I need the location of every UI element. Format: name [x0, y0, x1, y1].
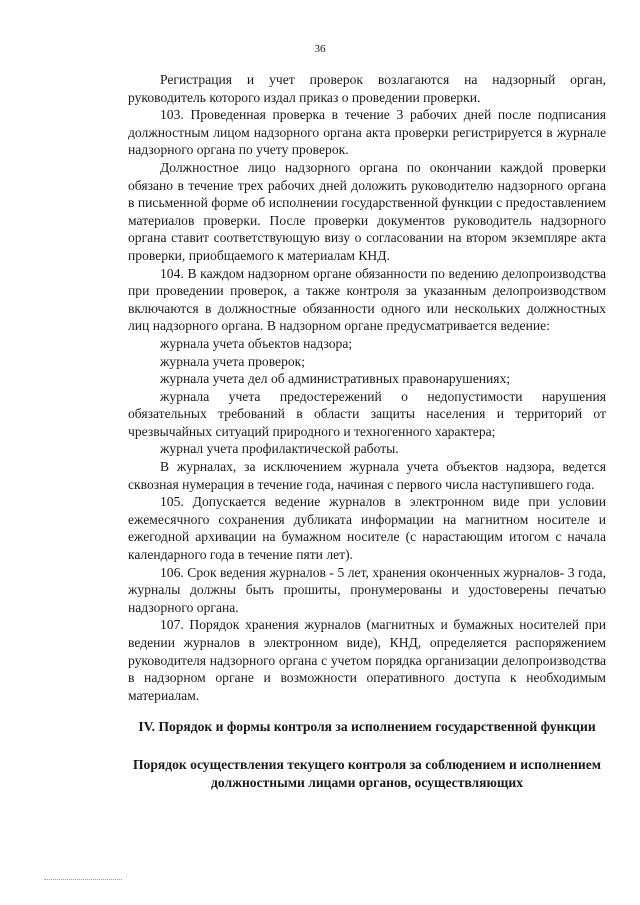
paragraph-registration: Регистрация и учет проверок возлагаются на надзорный орган, руководитель которого издал приказ о проведении проверки. — [128, 72, 606, 105]
page-number: 36 — [314, 43, 326, 55]
list-item-journal-objects: журнала учета объектов надзора; — [160, 335, 353, 351]
section-heading: IV. Порядок и формы контроля за исполнением государственной функции — [138, 719, 596, 735]
paragraph-104: 104. В каждом надзорном органе обязанности по ведению делопроизводства при проведении проверок, а также контроля за указанным делопроизводством включаются в должностные обязанности одного или нескольких должностных лиц надзорного органа. В надзорном органе предусматривается ведение: — [128, 265, 606, 334]
paragraph-106: 106. Срок ведения журналов - 5 лет, хранения оконченных журналов- 3 года, журналы должны быть прошиты, пронумерованы и удостоверены печатью надзорного органа. — [128, 564, 606, 615]
list-item-journal-inspections: журнала учета проверок; — [160, 353, 306, 369]
list-item-journal-violations: журнала учета дел об административных правонарушениях; — [160, 371, 511, 387]
scan-footer-mark — [44, 879, 122, 881]
paragraph-official-report: Должностное лицо надзорного органа по окончании каждой проверки обязано в течение трех рабочих дней доложить руководителю надзорного органа в письменной форме об исполнении государственной функции с предоставлением материалов проверки. После проверки документов руководитель надзорного органа ставит соответствующую визу о согласовании на втором экземпляре акта проверки, приобщаемого к материалам КНД. — [128, 159, 606, 263]
paragraph-105: 105. Допускается ведение журналов в электронном виде при условии ежемесячного сохранения дубликата информации на магнитном носителе и ежегодной архивации на бумажном носителе (с нарастающим итогом с начала календарного года в течение пяти лет). — [128, 494, 606, 563]
paragraph-numbering: В журналах, за исключением журнала учета объектов надзора, ведется сквозная нумерация в течение года, начиная с первого числа наступившего года. — [128, 459, 606, 492]
subsection-heading: Порядок осуществления текущего контроля за соблюдением и исполнением должностными лицами органов, осуществляющих — [132, 756, 602, 790]
document-body — [128, 71, 606, 791]
paragraph-107: 107. Порядок хранения журналов (магнитных и бумажных носителей при ведении журналов в электронном виде), КНД, определяется распоряжением руководителя надзорного органа с учетом порядка организации делопроизводства в надзорном органе и возможности оперативного доступа к необходимым материалам. — [128, 617, 606, 703]
list-item-journal-warnings: журнала учета предостережений о недопустимости нарушения обязательных требований в области защиты населения и территорий от чрезвычайных ситуаций природного и техногенного характера; — [128, 388, 606, 439]
list-item-journal-prevention: журнал учета профилактической работы. — [160, 441, 399, 457]
paragraph-103: 103. Проведенная проверка в течение 3 рабочих дней после подписания должностным лицом надзорного органа акта проверки регистрируется в журнале надзорного органа по учету проверок. — [128, 107, 606, 158]
